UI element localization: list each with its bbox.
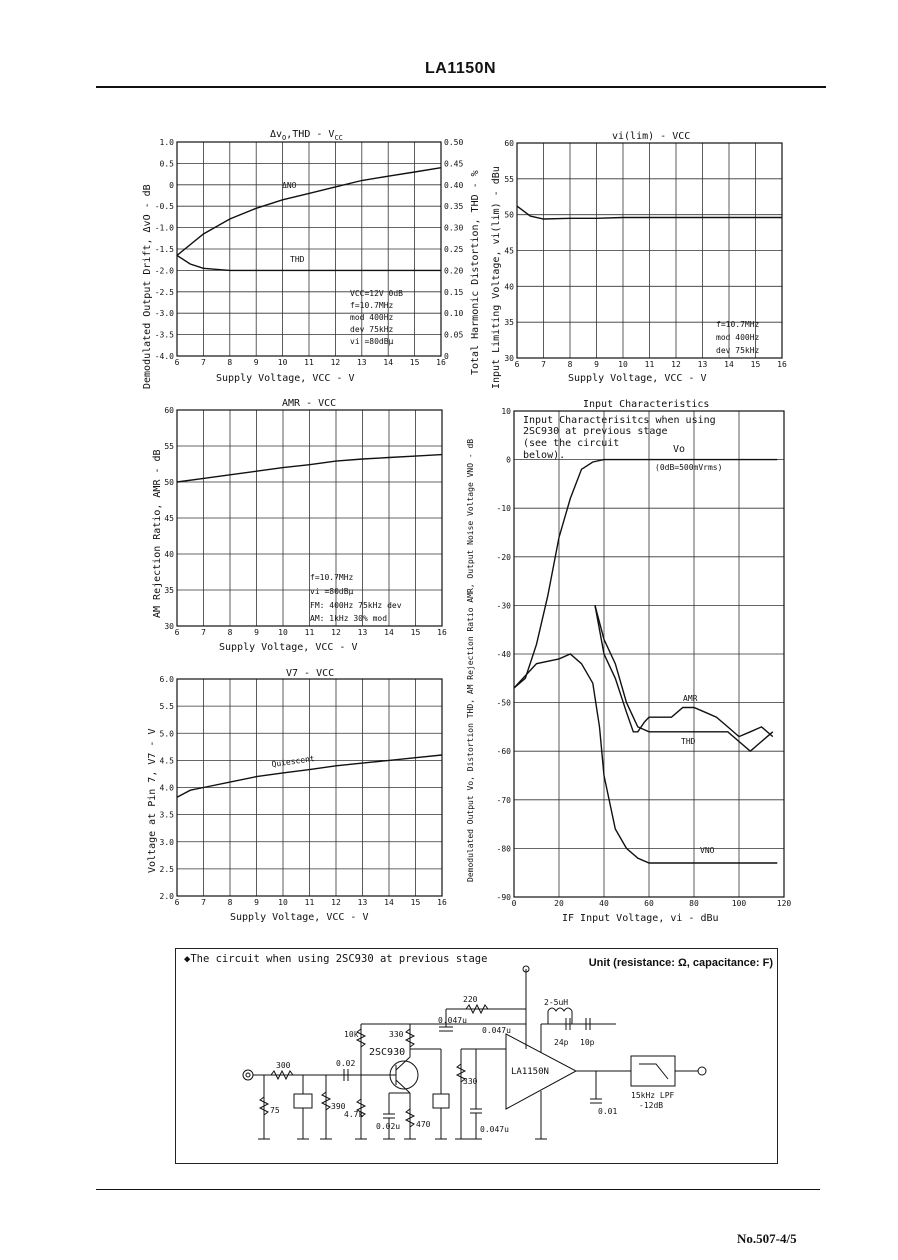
x-tick-label: 8 <box>227 898 233 907</box>
y-tick-label: 0.5 <box>159 159 174 169</box>
x-tick-label: 11 <box>644 360 655 369</box>
y-tick-label: 60 <box>164 406 174 415</box>
x-tick-label: 7 <box>541 360 546 369</box>
chart1-note-0: VCC=12V 0dB <box>350 289 403 298</box>
chart5-note-2: (see the circuit <box>523 438 620 449</box>
x-tick-label: 11 <box>304 628 315 637</box>
y-tick-label: 3.0 <box>159 837 174 847</box>
y-tick-label: -2.5 <box>154 287 174 297</box>
chart3-left-axis-label: AM Rejection Ratio, AMR - dB <box>152 449 163 618</box>
chart-limiting-voltage <box>491 131 787 389</box>
x-tick-label: 10 <box>618 360 628 369</box>
y2-tick-label: 0.05 <box>444 330 464 340</box>
chart1-curve-label-dno: ΔNO <box>282 181 297 190</box>
y-tick-label: 30 <box>504 354 514 363</box>
filter-2-icon <box>433 1094 449 1108</box>
chart2-note-1: mod 400Hz <box>716 333 760 342</box>
label-75: 75 <box>270 1106 280 1115</box>
chart1-x-axis-label: Supply Voltage, VCC - V <box>216 373 355 384</box>
label-330b: 330 <box>463 1077 478 1086</box>
x-tick-label: 11 <box>304 898 315 907</box>
lpf-attenuation-label: -12dB <box>639 1101 664 1110</box>
x-tick-label: 9 <box>254 898 259 907</box>
y-tick-label: 40 <box>504 282 514 292</box>
chart5-note-1: 2SC930 at previous stage <box>523 426 668 437</box>
x-tick-label: 13 <box>697 360 708 369</box>
y-tick-label: 35 <box>164 586 174 595</box>
lpf-block-icon <box>631 1056 675 1086</box>
y-tick-label: 35 <box>504 318 514 328</box>
x-tick-label: 8 <box>227 358 233 367</box>
footer-rule <box>96 1189 820 1190</box>
y-tick-label: -4.0 <box>154 352 174 361</box>
x-tick-label: 100 <box>731 899 747 908</box>
label-002u: 0.02u <box>376 1122 401 1131</box>
chart4-title: V7 - VCC <box>286 668 335 679</box>
x-tick-label: 0 <box>511 899 517 908</box>
chart5-label-vo-ref: (0dB=500mVrms) <box>655 463 723 472</box>
label-0047u-c: 0.047u <box>480 1125 509 1134</box>
x-tick-label: 14 <box>384 898 394 907</box>
y-tick-label: -3.0 <box>154 309 174 319</box>
x-tick-label: 8 <box>227 628 233 637</box>
x-tick-label: 20 <box>554 899 564 908</box>
x-tick-label: 12 <box>331 628 341 637</box>
chart2-note-0: f=10.7MHz <box>716 320 760 329</box>
y2-tick-label: 0.10 <box>444 309 464 319</box>
y-tick-label: -50 <box>496 698 511 708</box>
chart2-title: vi(lim) - VCC <box>612 131 691 142</box>
ic-label: LA1150N <box>511 1067 549 1077</box>
y-tick-label: 10 <box>501 407 511 416</box>
chart3-note-1: vi =80dBμ <box>310 587 354 596</box>
x-tick-label: 13 <box>356 358 367 367</box>
x-tick-label: 15 <box>410 628 421 637</box>
label-0047u: 0.047u <box>438 1016 467 1025</box>
chart4-curve-label-quiescent: Quiescent <box>271 754 316 769</box>
y-tick-label: 40 <box>164 550 174 559</box>
x-tick-label: 9 <box>594 360 599 369</box>
label-2-5uh: 2-5uH <box>544 998 569 1007</box>
chart5-x-axis-label: IF Input Voltage, vi - dBu <box>562 913 719 924</box>
circuit-diagram-box <box>175 948 778 1164</box>
y2-tick-label: 0.40 <box>444 180 464 190</box>
chart5-note-0: Input Characterisitcs when using <box>523 415 716 426</box>
label-330: 330 <box>389 1030 404 1039</box>
chart2-note-2: dev 75kHz <box>716 346 760 355</box>
x-tick-label: 14 <box>724 360 734 369</box>
chart5-left-axis-label: Demodulated Output Vo, Distortion THD, AM Rejection Ratio AMR, Output Noise Voltage VNO - dB <box>466 438 475 882</box>
chart5-label-amr: AMR <box>683 694 698 703</box>
x-tick-label: 7 <box>200 358 206 367</box>
chart5-note-3: below). <box>523 450 566 461</box>
y-tick-label: 45 <box>504 246 514 256</box>
chart3-note-2: FM: 400Hz 75kHz dev <box>310 601 402 610</box>
y-tick-label: -40 <box>496 650 511 659</box>
chart-input-characteristics <box>466 399 791 924</box>
y2-tick-label: 0.35 <box>444 202 464 212</box>
output-terminal-icon <box>698 1067 706 1075</box>
x-tick-label: 15 <box>409 358 420 367</box>
y-tick-label: 0 <box>169 180 174 190</box>
y-tick-label: -3.5 <box>154 330 174 340</box>
label-001: 0.01 <box>598 1107 618 1116</box>
label-0047u-b: 0.047u <box>482 1026 511 1035</box>
x-tick-label: 60 <box>644 899 654 908</box>
y-tick-label: -0.5 <box>154 202 174 212</box>
chart3-note-0: f=10.7MHz <box>310 573 354 582</box>
y-tick-label: -1.5 <box>154 245 174 254</box>
chart1-note-2: mod 400Hz <box>350 313 394 322</box>
y-tick-label: 2.0 <box>159 892 174 901</box>
y-tick-label: 6.0 <box>159 675 174 684</box>
x-tick-label: 6 <box>174 898 180 907</box>
chart4-x-axis-label: Supply Voltage, VCC - V <box>230 912 369 923</box>
chart1-note-3: dev 75kHz <box>350 325 394 334</box>
chart2-left-axis-label: Input Limiting Voltage, vi(lim) - dBu <box>491 166 502 389</box>
y-tick-label: -30 <box>496 601 511 611</box>
input-terminal-icon <box>243 1070 253 1080</box>
chart1-title: $\Delta v_O,THD - V_{CC}$ <box>270 129 343 142</box>
label-4k7: 4.7k <box>344 1110 364 1119</box>
label-300: 300 <box>276 1061 291 1070</box>
chart5-label-vno: VNO <box>700 846 715 855</box>
x-tick-label: 10 <box>277 358 288 367</box>
chart3-title: AMR - VCC <box>282 398 337 409</box>
y-tick-label: -1.0 <box>154 223 174 233</box>
chart1-note-4: vi =80dBμ <box>350 337 394 346</box>
y-tick-label: -2.0 <box>154 266 174 276</box>
chart1-right-axis-label: Total Harmonic Distortion, THD - % <box>470 170 481 375</box>
x-tick-label: 120 <box>776 899 792 908</box>
series-line-amr <box>595 605 773 736</box>
label-220: 220 <box>463 995 478 1004</box>
y-tick-label: -80 <box>496 844 511 854</box>
x-tick-label: 80 <box>689 899 699 908</box>
x-tick-label: 6 <box>174 358 180 367</box>
x-tick-label: 10 <box>278 628 288 637</box>
lpf-label: 15kHz LPF <box>631 1091 675 1100</box>
x-tick-label: 14 <box>384 628 394 637</box>
y-tick-label: -20 <box>496 552 511 562</box>
x-tick-label: 7 <box>201 628 206 637</box>
chart5-title: Input Characteristics <box>583 399 710 410</box>
circuit-heading: ◆The circuit when using 2SC930 at previous stage <box>184 953 488 965</box>
y-tick-label: 55 <box>164 442 174 451</box>
y-tick-label: 50 <box>164 478 174 487</box>
y-tick-label: 50 <box>504 210 514 220</box>
x-tick-label: 15 <box>410 898 421 907</box>
label-470: 470 <box>416 1120 431 1129</box>
y-tick-label: 60 <box>504 139 514 148</box>
series-line-vno <box>514 654 777 863</box>
y2-tick-label: 0.15 <box>444 287 464 297</box>
document-title: LA1150N <box>425 60 497 77</box>
x-tick-label: 13 <box>357 628 368 637</box>
transistor-label: 2SC930 <box>369 1047 406 1058</box>
x-tick-label: 12 <box>331 898 341 907</box>
x-tick-label: 9 <box>254 628 259 637</box>
label-24p: 24p <box>554 1038 569 1047</box>
chart4-left-axis-label: Voltage at Pin 7, V7 - V <box>147 728 158 873</box>
x-tick-label: 16 <box>437 628 447 637</box>
circuit-schematic <box>176 949 777 1163</box>
label-002: 0.02 <box>336 1059 356 1068</box>
y2-tick-label: 0.50 <box>444 138 464 147</box>
y-tick-label: -10 <box>496 504 511 514</box>
label-390: 390 <box>331 1102 346 1111</box>
x-tick-label: 6 <box>174 628 180 637</box>
y-tick-label: 45 <box>164 514 174 523</box>
y-tick-label: 2.5 <box>159 864 174 874</box>
chart1-curve-label-thd: THD <box>290 255 305 264</box>
x-tick-label: 12 <box>671 360 681 369</box>
x-tick-label: 11 <box>304 358 314 367</box>
chart-amr <box>152 398 447 653</box>
y-tick-label: 5.5 <box>159 702 174 712</box>
x-tick-label: 6 <box>514 360 520 369</box>
chart3-note-3: AM: 1kHz 30% mod <box>310 614 388 623</box>
x-tick-label: 15 <box>750 360 761 369</box>
chart1-left-axis-label: Demodulated Output Drift, ΔvO - dB <box>142 184 153 389</box>
x-tick-label: 13 <box>357 898 368 907</box>
y-tick-label: 0 <box>506 455 511 465</box>
y-tick-label: -60 <box>496 747 511 757</box>
ceramic-filter-icon <box>294 1094 312 1108</box>
y-tick-label: 4.0 <box>159 783 174 793</box>
series-line-thd <box>595 605 773 751</box>
x-tick-label: 16 <box>777 360 787 369</box>
chart1-note-1: f=10.7MHz <box>350 301 394 310</box>
y-tick-label: -70 <box>496 795 511 805</box>
y2-tick-label: 0.30 <box>444 223 464 233</box>
chart3-x-axis-label: Supply Voltage, VCC - V <box>219 642 358 653</box>
chart5-label-thd: THD <box>681 737 696 746</box>
chart-v7 <box>147 668 447 923</box>
circuit-unit-note: Unit (resistance: Ω, capacitance: F) <box>588 957 773 969</box>
y2-tick-label: 0 <box>444 352 449 361</box>
x-tick-label: 12 <box>330 358 341 367</box>
y-tick-label: 30 <box>164 622 174 631</box>
y-tick-label: -90 <box>496 893 511 902</box>
y-tick-label: 1.0 <box>159 138 174 147</box>
y2-tick-label: 0.45 <box>444 159 464 169</box>
chart-drift-thd <box>142 129 481 389</box>
y-tick-label: 3.5 <box>159 810 174 820</box>
y2-tick-label: 0.25 <box>444 245 464 254</box>
x-tick-label: 14 <box>383 358 394 367</box>
x-tick-label: 16 <box>436 358 446 367</box>
chart2-x-axis-label: Supply Voltage, VCC - V <box>568 373 707 384</box>
y-tick-label: 55 <box>504 174 514 184</box>
y-tick-label: 4.5 <box>159 756 174 766</box>
chart5-label-vo: Vo <box>673 444 686 455</box>
x-tick-label: 7 <box>201 898 206 907</box>
x-tick-label: 16 <box>437 898 447 907</box>
y2-tick-label: 0.20 <box>444 266 464 276</box>
page-number: No.507-4/5 <box>737 1231 797 1246</box>
x-tick-label: 8 <box>567 360 573 369</box>
inductor-2-5uh-icon <box>548 1008 572 1011</box>
label-10p: 10p <box>580 1038 595 1047</box>
y-tick-label: 5.0 <box>159 729 174 739</box>
x-tick-label: 9 <box>253 358 259 367</box>
label-10k: 10k <box>344 1030 359 1039</box>
x-tick-label: 40 <box>599 899 609 908</box>
x-tick-label: 10 <box>278 898 288 907</box>
